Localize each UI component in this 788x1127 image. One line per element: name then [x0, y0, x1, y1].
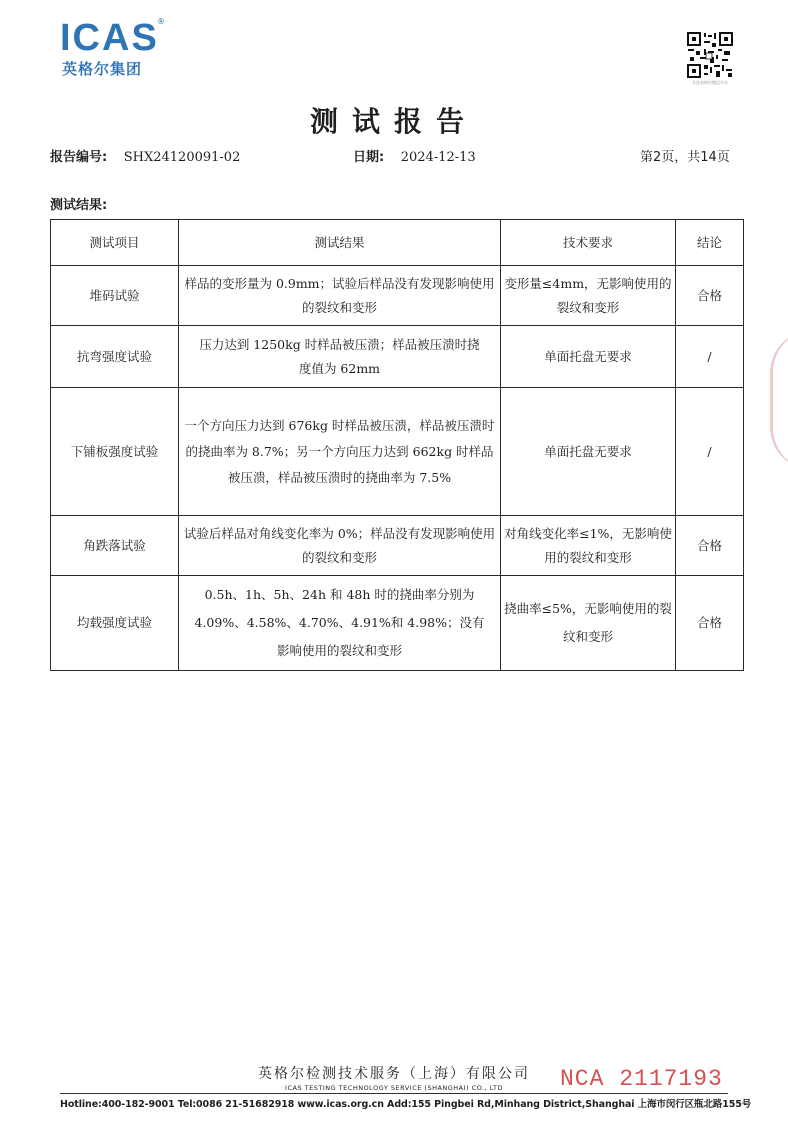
cell-result: 压力达到 1250kg 时样品被压溃；样品被压溃时挠度值为 62mm [179, 326, 501, 388]
results-table [50, 219, 744, 671]
report-number: 报告编号: SHX24120091-02 [50, 150, 241, 165]
footer-contact: Hotline:400-182-9001 Tel:0086 21-51682918 www.icas.org.cn Add:155 Pingbei Rd,Minhang District,Shanghai 上海市闵行区瓶北路155号 [60, 1099, 752, 1110]
report-date: 日期: 2024-12-13 [353, 150, 476, 165]
header-test-result: 测试结果 [179, 220, 501, 266]
registered-mark: ® [157, 17, 165, 26]
table-row [51, 516, 744, 576]
footer-divider [60, 1093, 728, 1094]
cell-result: 一个方向压力达到 676kg 时样品被压溃，样品被压溃时的挠曲率为 8.7%；另一个方向压力达到 662kg 时样品被压溃，样品被压溃时的挠曲率为 7.5% [179, 388, 501, 516]
cell-item: 堆码试验 [51, 266, 179, 326]
cell-item: 抗弯强度试验 [51, 326, 179, 388]
cell-result: 试验后样品对角线变化率为 0%；样品没有发现影响使用的裂纹和变形 [179, 516, 501, 576]
cell-item: 均载强度试验 [51, 576, 179, 671]
qr-caption: 关注英格尔微信平台 [692, 80, 728, 85]
cell-requirement: 单面托盘无要求 [501, 388, 676, 516]
cell-conclusion: / [676, 388, 744, 516]
cell-result: 0.5h、1h、5h、24h 和 48h 时的挠曲率分别为 4.09%、4.58%、4.70%、4.91%和 4.98%；没有影响使用的裂纹和变形 [179, 576, 501, 671]
table-row [51, 326, 744, 388]
footer-company-en: ICAS TESTING TECHNOLOGY SERVICE (SHANGHAI) CO., LTD [285, 1084, 503, 1092]
company-logo-chinese: 英格尔集团 [62, 60, 143, 78]
cell-requirement: 变形量≤4mm，无影响使用的裂纹和变形 [501, 266, 676, 326]
seal-stamp-edge [770, 330, 788, 470]
serial-number: NCA 2117193 [560, 1066, 723, 1092]
header-test-item: 测试项目 [51, 220, 179, 266]
footer-company-cn: 英格尔检测技术服务（上海）有限公司 [258, 1066, 530, 1082]
cell-requirement: 挠曲率≤5%，无影响使用的裂纹和变形 [501, 576, 676, 671]
table-row [51, 266, 744, 326]
cell-requirement: 对角线变化率≤1%，无影响使用的裂纹和变形 [501, 516, 676, 576]
section-title: 测试结果: [50, 198, 108, 213]
cell-conclusion: / [676, 326, 744, 388]
table-row [51, 576, 744, 671]
cell-item: 下铺板强度试验 [51, 388, 179, 516]
cell-conclusion: 合格 [676, 516, 744, 576]
page-number: 第2页，共14页 [640, 150, 730, 165]
table-header-row [51, 220, 744, 266]
qr-code-icon [686, 31, 734, 79]
company-logo: ICAS [60, 17, 159, 59]
table-row [51, 388, 744, 516]
header-conclusion: 结论 [676, 220, 744, 266]
cell-item: 角跌落试验 [51, 516, 179, 576]
cell-requirement: 单面托盘无要求 [501, 326, 676, 388]
report-title: 测试报告 [309, 105, 478, 138]
header-requirement: 技术要求 [501, 220, 676, 266]
cell-result: 样品的变形量为 0.9mm；试验后样品没有发现影响使用的裂纹和变形 [179, 266, 501, 326]
cell-conclusion: 合格 [676, 576, 744, 671]
cell-conclusion: 合格 [676, 266, 744, 326]
